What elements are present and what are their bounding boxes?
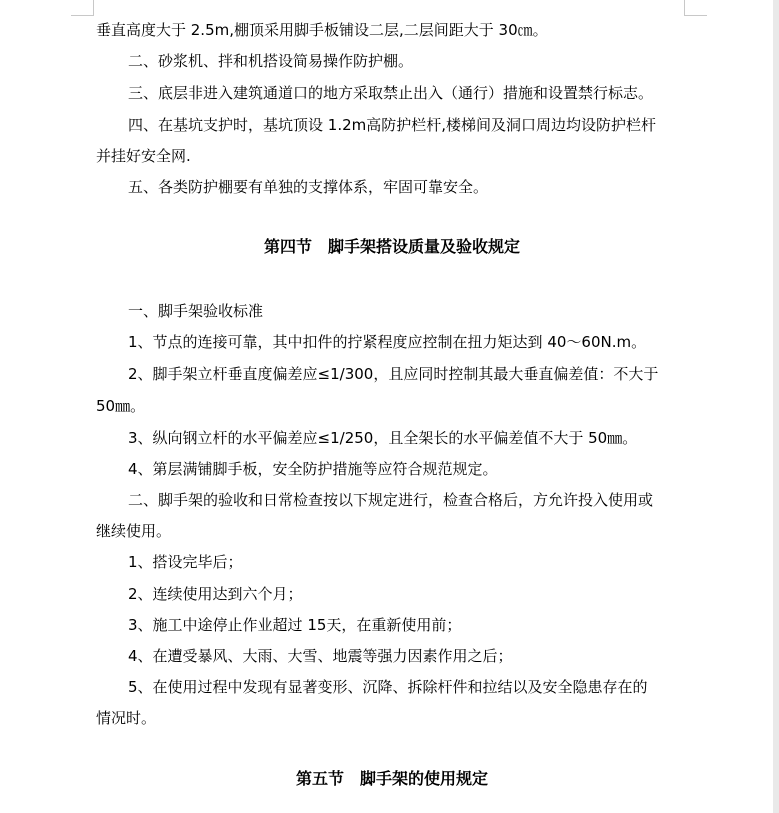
paragraph-line: 4、在遭受暴风、大雨、大雪、地震等强力因素作用之后； [128,647,513,665]
paragraph-line: 继续使用。 [96,522,172,540]
paragraph-line: 3、施工中途停止作业超过 15天，在重新使用前； [128,616,462,634]
page-corner-mark-left [71,0,94,16]
paragraph-line: 2、连续使用达到六个月； [128,585,303,603]
paragraph-line: 四、在基坑支护时，基坑顶设 1.2m高防护栏杆,楼梯间及洞口周边均设防护栏杆 [128,116,657,134]
section-heading: 第四节 脚手架搭设质量及验收规定 [263,237,520,256]
paragraph-line: 情况时。 [96,709,157,727]
paragraph-line: 并挂好安全网. [96,147,191,165]
vertical-scrollbar[interactable] [773,0,779,813]
paragraph-line: 1、搭设完毕后； [128,553,243,571]
section-heading: 第五节 脚手架的使用规定 [295,769,488,788]
paragraph-line: 三、底层非进入建筑通道口的地方采取禁止出入（通行）措施和设置禁行标志。 [128,84,654,102]
paragraph-line: 50㎜。 [96,397,146,415]
paragraph-line: 二、砂浆机、拌和机搭设简易操作防护棚。 [128,52,414,70]
paragraph-line: 五、各类防护棚要有单独的支撑体系，牢固可靠安全。 [128,178,489,196]
paragraph-line: 3、纵向钢立杆的水平偏差应≤1/250，且全架长的水平偏差值不大于 50㎜。 [128,429,638,447]
paragraph-line: 4、第层满铺脚手板，安全防护措施等应符合规范规定。 [128,460,498,478]
paragraph-line: 1、节点的连接可靠，其中扣件的拧紧程度应控制在扭力矩达到 40～60N.m。 [128,333,647,351]
paragraph-line: 2、脚手架立杆垂直度偏差应≤1/300，且应同时控制其最大垂直偏差值：不大于 [128,365,659,383]
paragraph-line: 垂直高度大于 2.5m,棚顶采用脚手板铺设二层,二层间距大于 30㎝。 [96,21,548,39]
page-corner-mark-right [684,0,707,16]
paragraph-line: 一、脚手架验收标准 [128,302,264,320]
paragraph-line: 二、脚手架的验收和日常检查按以下规定进行，检查合格后，方允许投入使用或 [128,491,654,509]
paragraph-line: 5、在使用过程中发现有显著变形、沉降、拆除杆件和拉结以及安全隐患存在的 [128,678,648,696]
